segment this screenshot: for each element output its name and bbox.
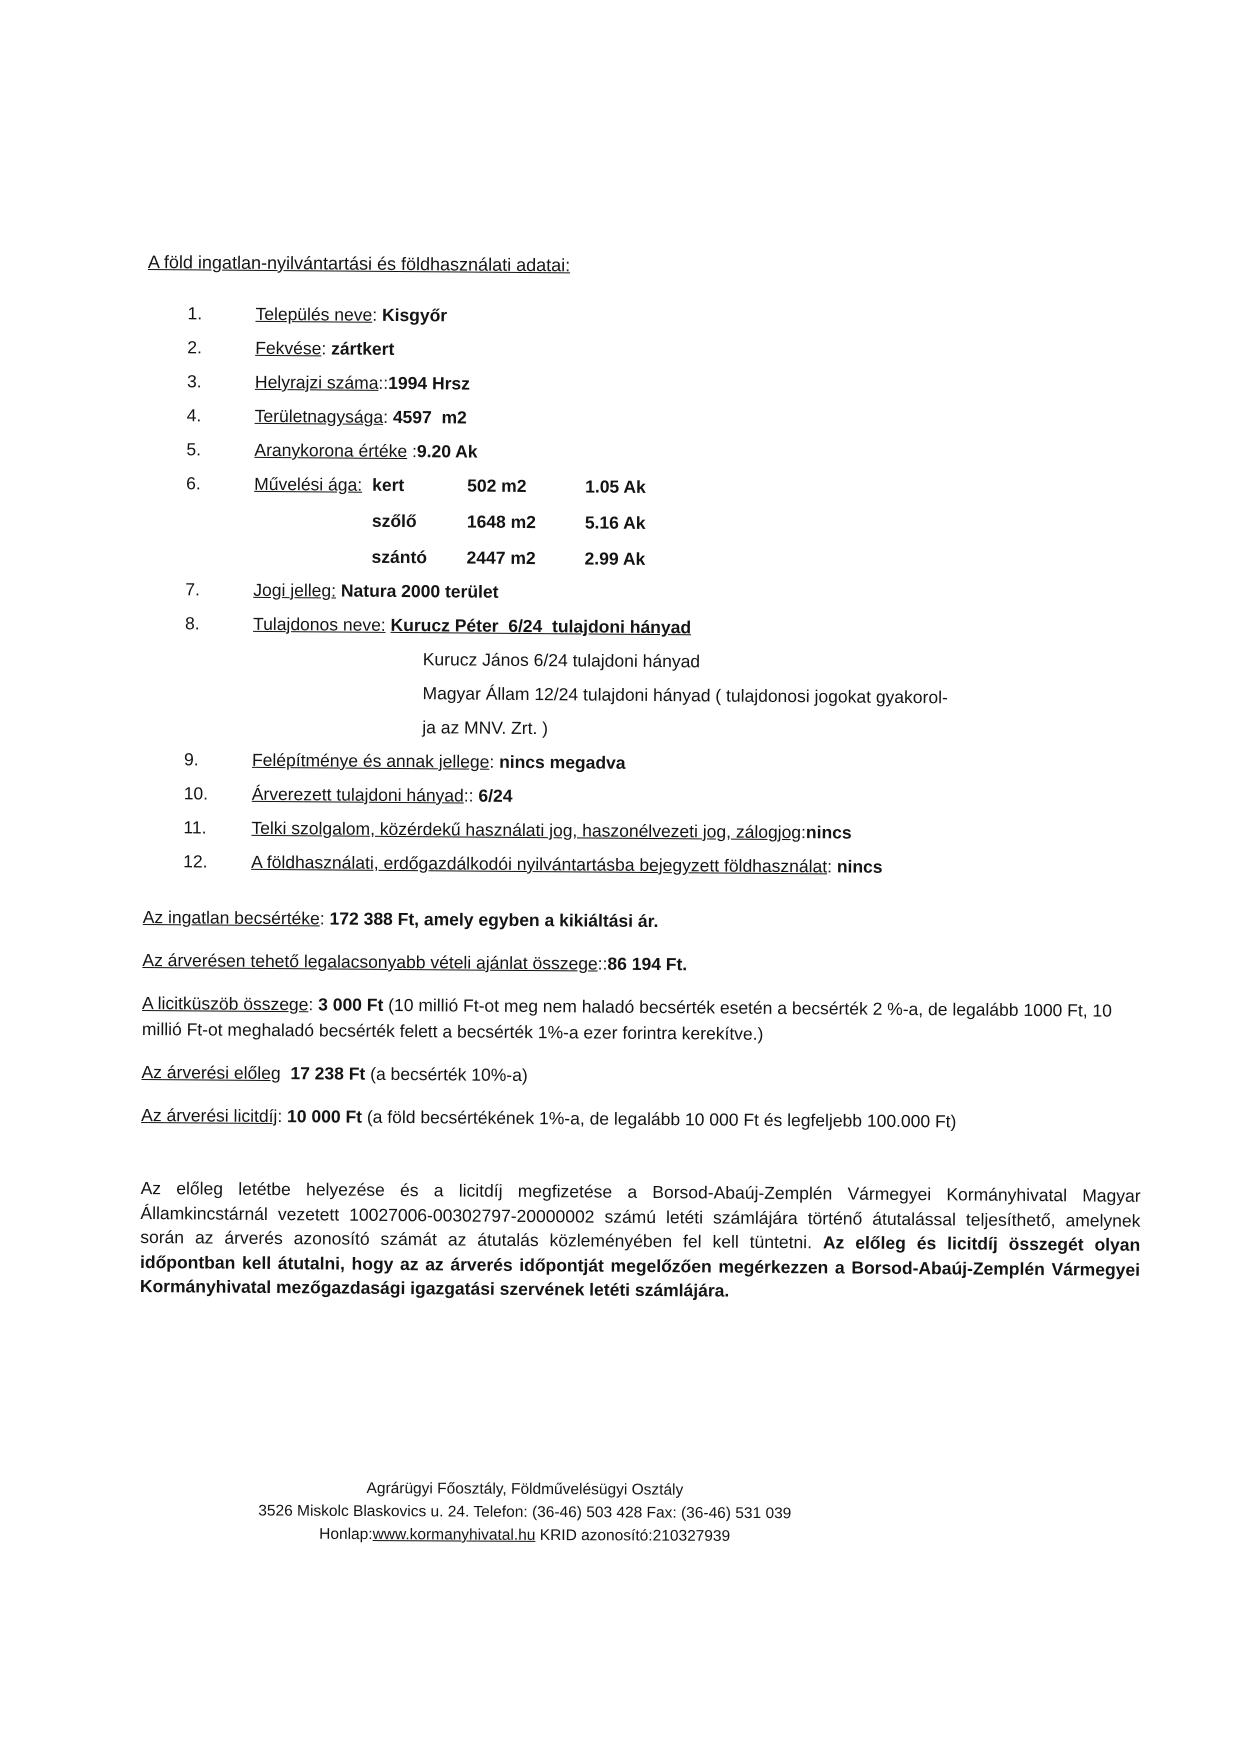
item-value: nincs [805,822,852,843]
item-separator: : [372,304,383,325]
owner-continuation [422,649,1145,744]
paragraph-becsertek [143,904,1143,938]
footer-web-line [170,1522,880,1549]
paragraph-separator: : [308,994,319,1015]
paragraph-label: Az árverési licitdíj [141,1104,278,1127]
website-link[interactable]: www.kormanyhivatal.hu [372,1526,536,1544]
item-separator: : [407,441,417,462]
item-value: Kurucz Péter 6/24 tulajdoni hányad [390,614,692,638]
list-item-tulajdonos [144,613,1145,744]
item-separator: : [489,751,500,772]
crop-ak: 1.05 Ak [585,476,646,497]
owner-line: Kurucz János 6/24 tulajdoni hányad [422,649,701,672]
footer-department-line: Agrárügyi Főosztály, Földművelésügyi Osztály [366,1480,684,1499]
item-number: 1. [187,303,203,324]
item-label: Jogi jelleg: [253,579,337,601]
owner-line: ja az MNV. Zrt. ) [422,717,549,739]
item-number: 3. [186,371,202,392]
list-item-teruletnagysag [147,405,1147,434]
document-footer [170,1476,880,1549]
crop-area: 1648 m2 [466,511,537,533]
item-value: 1994 Hrsz [388,372,471,394]
item-label: Helyrajzi száma [254,371,379,393]
list-item-arverezett-hanyad [144,783,1144,812]
item-value: nincs [836,856,883,877]
item-label: Felépítménye és annak jellege [251,749,490,772]
footer-web-prefix: Honlap: [319,1525,373,1544]
paragraph-rest: (a becsérték 10%-a) [365,1063,528,1086]
crop-ak: 5.16 Ak [584,512,646,533]
item-value: Natura 2000 terület [340,580,499,602]
paragraph-bold-value: 10 000 Ft [287,1106,363,1127]
deposit-normal-text: Az előleg letétbe helyezése és a licitdíj megfizetése a Borsod-Abaúj-Zemplén Vármegyei Kormányhivatal Magyar Államkincstárnál vezetett 10027006-00302797-20000002 számú letéti számlájára történő átutalással teljesíthető, amelynek során az árverés azonosító számát az átutalás közleményében fel kell tüntetni. [140,1177,1141,1253]
paragraph-separator: :: [597,953,608,974]
document-title: A föld ingatlan-nyilvántartási és földhasználati adatai: [147,252,571,276]
item-separator: : [321,338,332,359]
item-number: 10. [183,783,209,804]
item-value: 6/24 [478,785,513,806]
list-item-jogi-jelleg [145,579,1145,608]
paragraph-label: Az ingatlan becsértéke [142,906,320,929]
paragraph-arveresi-eloleg [141,1059,1141,1093]
list-item-telepules [147,303,1147,332]
list-item-telki-szolgalom [143,817,1143,846]
paragraph-separator: : [277,1106,288,1127]
footer-krid: KRID azonosító:210327939 [535,1526,731,1545]
deposit-instructions-paragraph [140,1176,1141,1306]
list-item-foldhasznalat [143,851,1143,880]
crop-area: 502 m2 [467,475,527,496]
item-separator: : [827,856,837,877]
paragraph-label: Az árverésen tehető legalacsonyabb vételi ajánlat összege [142,949,598,974]
item-value: 4597 m2 [392,406,467,428]
paragraph-separator: : [319,908,330,929]
paragraph-bold-value: 86 194 Ft. [607,953,688,975]
paragraph-bold-value: 172 388 Ft, amely egyben a kikiáltási ár. [329,908,659,932]
paragraph-legalacsonyabb-ajanlat [142,947,1142,981]
item-number: 11. [183,817,207,838]
item-separator: :: [463,785,479,806]
list-item-aranykorona [146,439,1146,468]
item-label: Tulajdonos neve: [253,613,386,635]
item-number: 8. [185,613,200,634]
value-paragraphs [141,904,1143,1136]
paragraph-label: A licitküszöb összege [142,992,309,1015]
item-number: 5. [186,439,202,460]
item-value: 9.20 Ak [416,441,478,462]
crop-table [372,475,646,570]
item-number: 4. [186,405,202,426]
crop-name: kert [372,474,405,496]
item-value: zártkert [331,338,395,359]
crop-ak: 2.99 Ak [584,548,646,569]
item-number: 7. [185,579,201,600]
item-number: 12. [183,851,208,872]
paragraph-rest: (10 millió Ft-ot meg nem haladó becsérték esetén a becsérték 2 %-a, de legalább 1000 Ft, 10 millió Ft-ot meghaladó becsérték felett a becsérték 1%-a ezer forintra kerekítve.) [141,994,1117,1044]
paragraph-licitkuszob [142,990,1142,1050]
owner-main-line [253,614,1145,642]
paragraph-bold-value: 17 238 Ft [290,1063,366,1084]
item-label: Aranykorona értéke [254,439,408,462]
item-label: Területnagysága [254,405,384,427]
crop-name: szántó [371,546,428,568]
item-label: Település neve [255,303,373,325]
paragraph-arveresi-licitdij [141,1102,1141,1136]
list-item-fekvese [147,337,1147,366]
list-item-felepitmeny [144,749,1144,778]
paragraph-label: Az árverési előleg [141,1061,281,1084]
item-separator: : [801,822,807,843]
paragraph-rest: (a föld becsértékének 1%-a, de legalább 10 000 Ft és legfeljebb 100.000 Ft) [361,1106,957,1132]
paragraph-bold-value: 3 000 Ft [318,994,384,1015]
item-label: A földhasználati, erdőgazdálkodói nyilvántartásba bejegyzett földhasználat [251,851,828,877]
paragraph-separator [281,1063,291,1083]
item-separator: :: [378,372,389,393]
crop-name: szőlő [371,510,417,532]
document-body [140,252,1148,1306]
item-number: 9. [183,749,199,770]
item-label: Fekvése [255,337,322,359]
item-number: 2. [187,337,202,358]
footer-address-line: 3526 Miskolc Blaskovics u. 24. Telefon: (36-46) 503 428 Fax: (36-46) 531 039 [258,1502,792,1523]
item-number: 6. [186,473,201,494]
item-separator: : [383,406,393,427]
list-item-helyrajzi-szam [147,371,1147,400]
item-value: nincs megadva [499,751,626,773]
item-label: Művelési ága: [254,473,363,495]
deposit-bold-text: Az előleg és licitdíj összegét olyan időpontban kell átutalni, hogy az az árverés időpontját megelőzően megérkezzen a Borsod-Abaúj-Zemplén Vármegyei Kormányhivatal mezőgazdasági igazgatási szervének letéti számlájára. [139,1232,1141,1301]
item-label: Árverezett tulajdoni hányad [251,783,464,806]
item-value: Kisgyőr [381,304,448,326]
list-item-muvelesi-ag [146,473,1147,574]
crop-area: 2447 m2 [466,547,536,569]
owner-line: Magyar Állam 12/24 tulajdoni hányad ( tulajdonosi jogokat gyakorol- [422,683,948,708]
item-label: Telki szolgalom, közérdekű használati jog, haszonélvezeti jog, zálogjog [251,817,802,843]
